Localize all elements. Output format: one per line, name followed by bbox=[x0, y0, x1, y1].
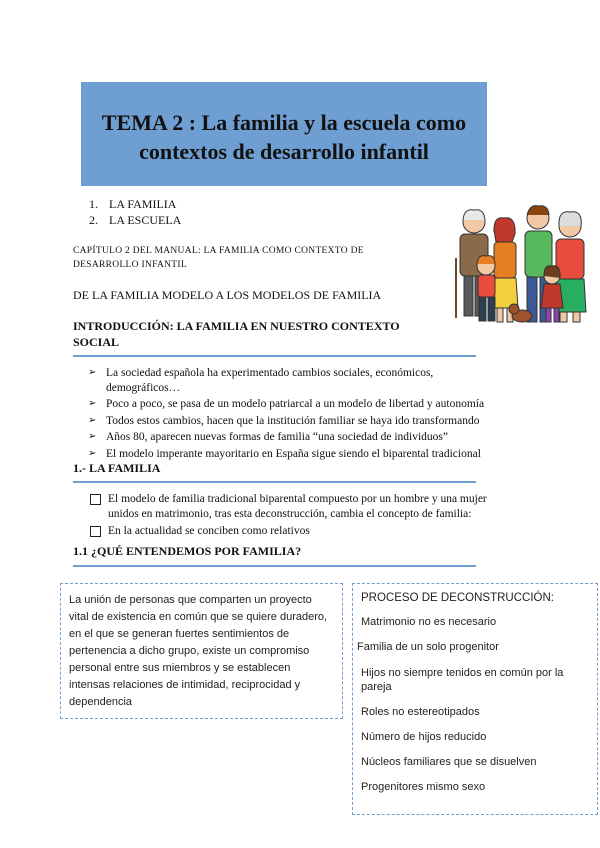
toc-item bbox=[89, 212, 181, 228]
arrow-bullet-icon: ➢ bbox=[88, 447, 97, 459]
que-entendemos-heading: 1.1 ¿QUÉ ENTENDEMOS POR FAMILIA? bbox=[73, 544, 302, 558]
chapter-reference bbox=[73, 244, 373, 272]
list-item: Familia de un solo progenitor bbox=[357, 641, 499, 653]
deconstruction-box bbox=[352, 583, 598, 815]
checkbox-icon bbox=[90, 526, 101, 537]
definition-box bbox=[60, 583, 343, 719]
boy-figure bbox=[477, 256, 495, 321]
toc-label: LA ESCUELA bbox=[109, 213, 182, 227]
modelos-heading: DE LA FAMILIA MODELO A LOS MODELOS DE FAMILIA bbox=[73, 288, 382, 302]
list-item: Número de hijos reducido bbox=[361, 731, 487, 743]
divider bbox=[73, 355, 476, 357]
toc-label: LA FAMILIA bbox=[109, 197, 177, 211]
divider bbox=[73, 565, 476, 567]
intro-heading-line-2: SOCIAL bbox=[73, 335, 120, 349]
toc-number: 1. bbox=[89, 197, 98, 211]
list-item: Roles no estereotipados bbox=[361, 706, 480, 718]
intro-heading bbox=[73, 318, 433, 350]
arrow-bullet-icon: ➢ bbox=[88, 414, 97, 426]
list-item-text: Poco a poco, se pasa de un modelo patriarcal a un modelo de libertad y autonomía bbox=[106, 398, 485, 410]
arrow-bullet-icon: ➢ bbox=[88, 367, 97, 378]
chapter-line-1: CAPÍTULO 2 DEL MANUAL: LA FAMILIA COMO CONTEXTO DE bbox=[73, 246, 364, 256]
list-item: Núcleos familiares que se disuelven bbox=[361, 756, 537, 768]
list-item: Matrimonio no es necesario bbox=[361, 616, 497, 628]
list-item: Progenitores mismo sexo bbox=[361, 781, 486, 793]
list-item bbox=[88, 447, 508, 462]
family-illustration bbox=[452, 198, 592, 334]
checkbox-icon bbox=[90, 494, 101, 505]
title-banner bbox=[81, 82, 487, 186]
toc-item bbox=[89, 196, 181, 212]
list-item-text: El modelo de familia tradicional biparental compuesto por un hombre y una mujer unidos en matrimonio, tras esta deconstrucción, cambia el concepto de familia: bbox=[108, 493, 487, 520]
deconstruction-heading: PROCESO DE DECONSTRUCCIÓN: bbox=[361, 592, 554, 604]
list-item-text: En la actualidad se conciben como relativos bbox=[108, 525, 310, 537]
list-item-text: La sociedad española ha experimentado cambios sociales, económicos, demográficos… bbox=[106, 367, 434, 394]
list-item-text: El modelo imperante mayoritario en España sigue siendo el biparental tradicional bbox=[106, 447, 481, 460]
list-item: Hijos no siempre tenidos en común por la pareja bbox=[361, 667, 564, 693]
title-line-2: contextos de desarrollo infantil bbox=[139, 139, 429, 164]
title-line-1: TEMA 2 : La familia y la escuela como bbox=[101, 110, 467, 135]
intro-bullet-list bbox=[88, 366, 508, 463]
list-item-text: Todos estos cambios, hacen que la institución familiar se haya ido transformando bbox=[106, 414, 480, 427]
table-of-contents bbox=[89, 196, 181, 228]
definition-text: La unión de personas que comparten un proyecto vital de existencia en común que se quiere duradero, en el que se generan fuertes sentimientos de pertenencia a dicho grupo, existe un compromiso personal entre sus miembros y se establecen intensas relaciones de intimidad, reciprocidad y dependencia bbox=[69, 594, 328, 708]
list-item bbox=[90, 492, 520, 521]
divider bbox=[73, 481, 476, 483]
arrow-bullet-icon: ➢ bbox=[88, 431, 97, 442]
intro-heading-line-1: INTRODUCCIÓN: LA FAMILIA EN NUESTRO CONTEXTO bbox=[73, 319, 400, 333]
chapter-line-2: DESARROLLO INFANTIL bbox=[73, 260, 187, 270]
list-item bbox=[90, 524, 520, 539]
list-item bbox=[88, 414, 508, 429]
toc-number: 2. bbox=[89, 213, 98, 227]
familia-heading: 1.- LA FAMILIA bbox=[73, 461, 161, 475]
page-title bbox=[81, 82, 487, 166]
list-item bbox=[88, 430, 508, 445]
familia-checkbox-list bbox=[90, 492, 520, 542]
arrow-bullet-icon: ➢ bbox=[88, 398, 97, 409]
list-item bbox=[88, 397, 508, 412]
list-item-text: Años 80, aparecen nuevas formas de familia “una sociedad de individuos” bbox=[106, 431, 449, 443]
list-item bbox=[88, 366, 508, 395]
